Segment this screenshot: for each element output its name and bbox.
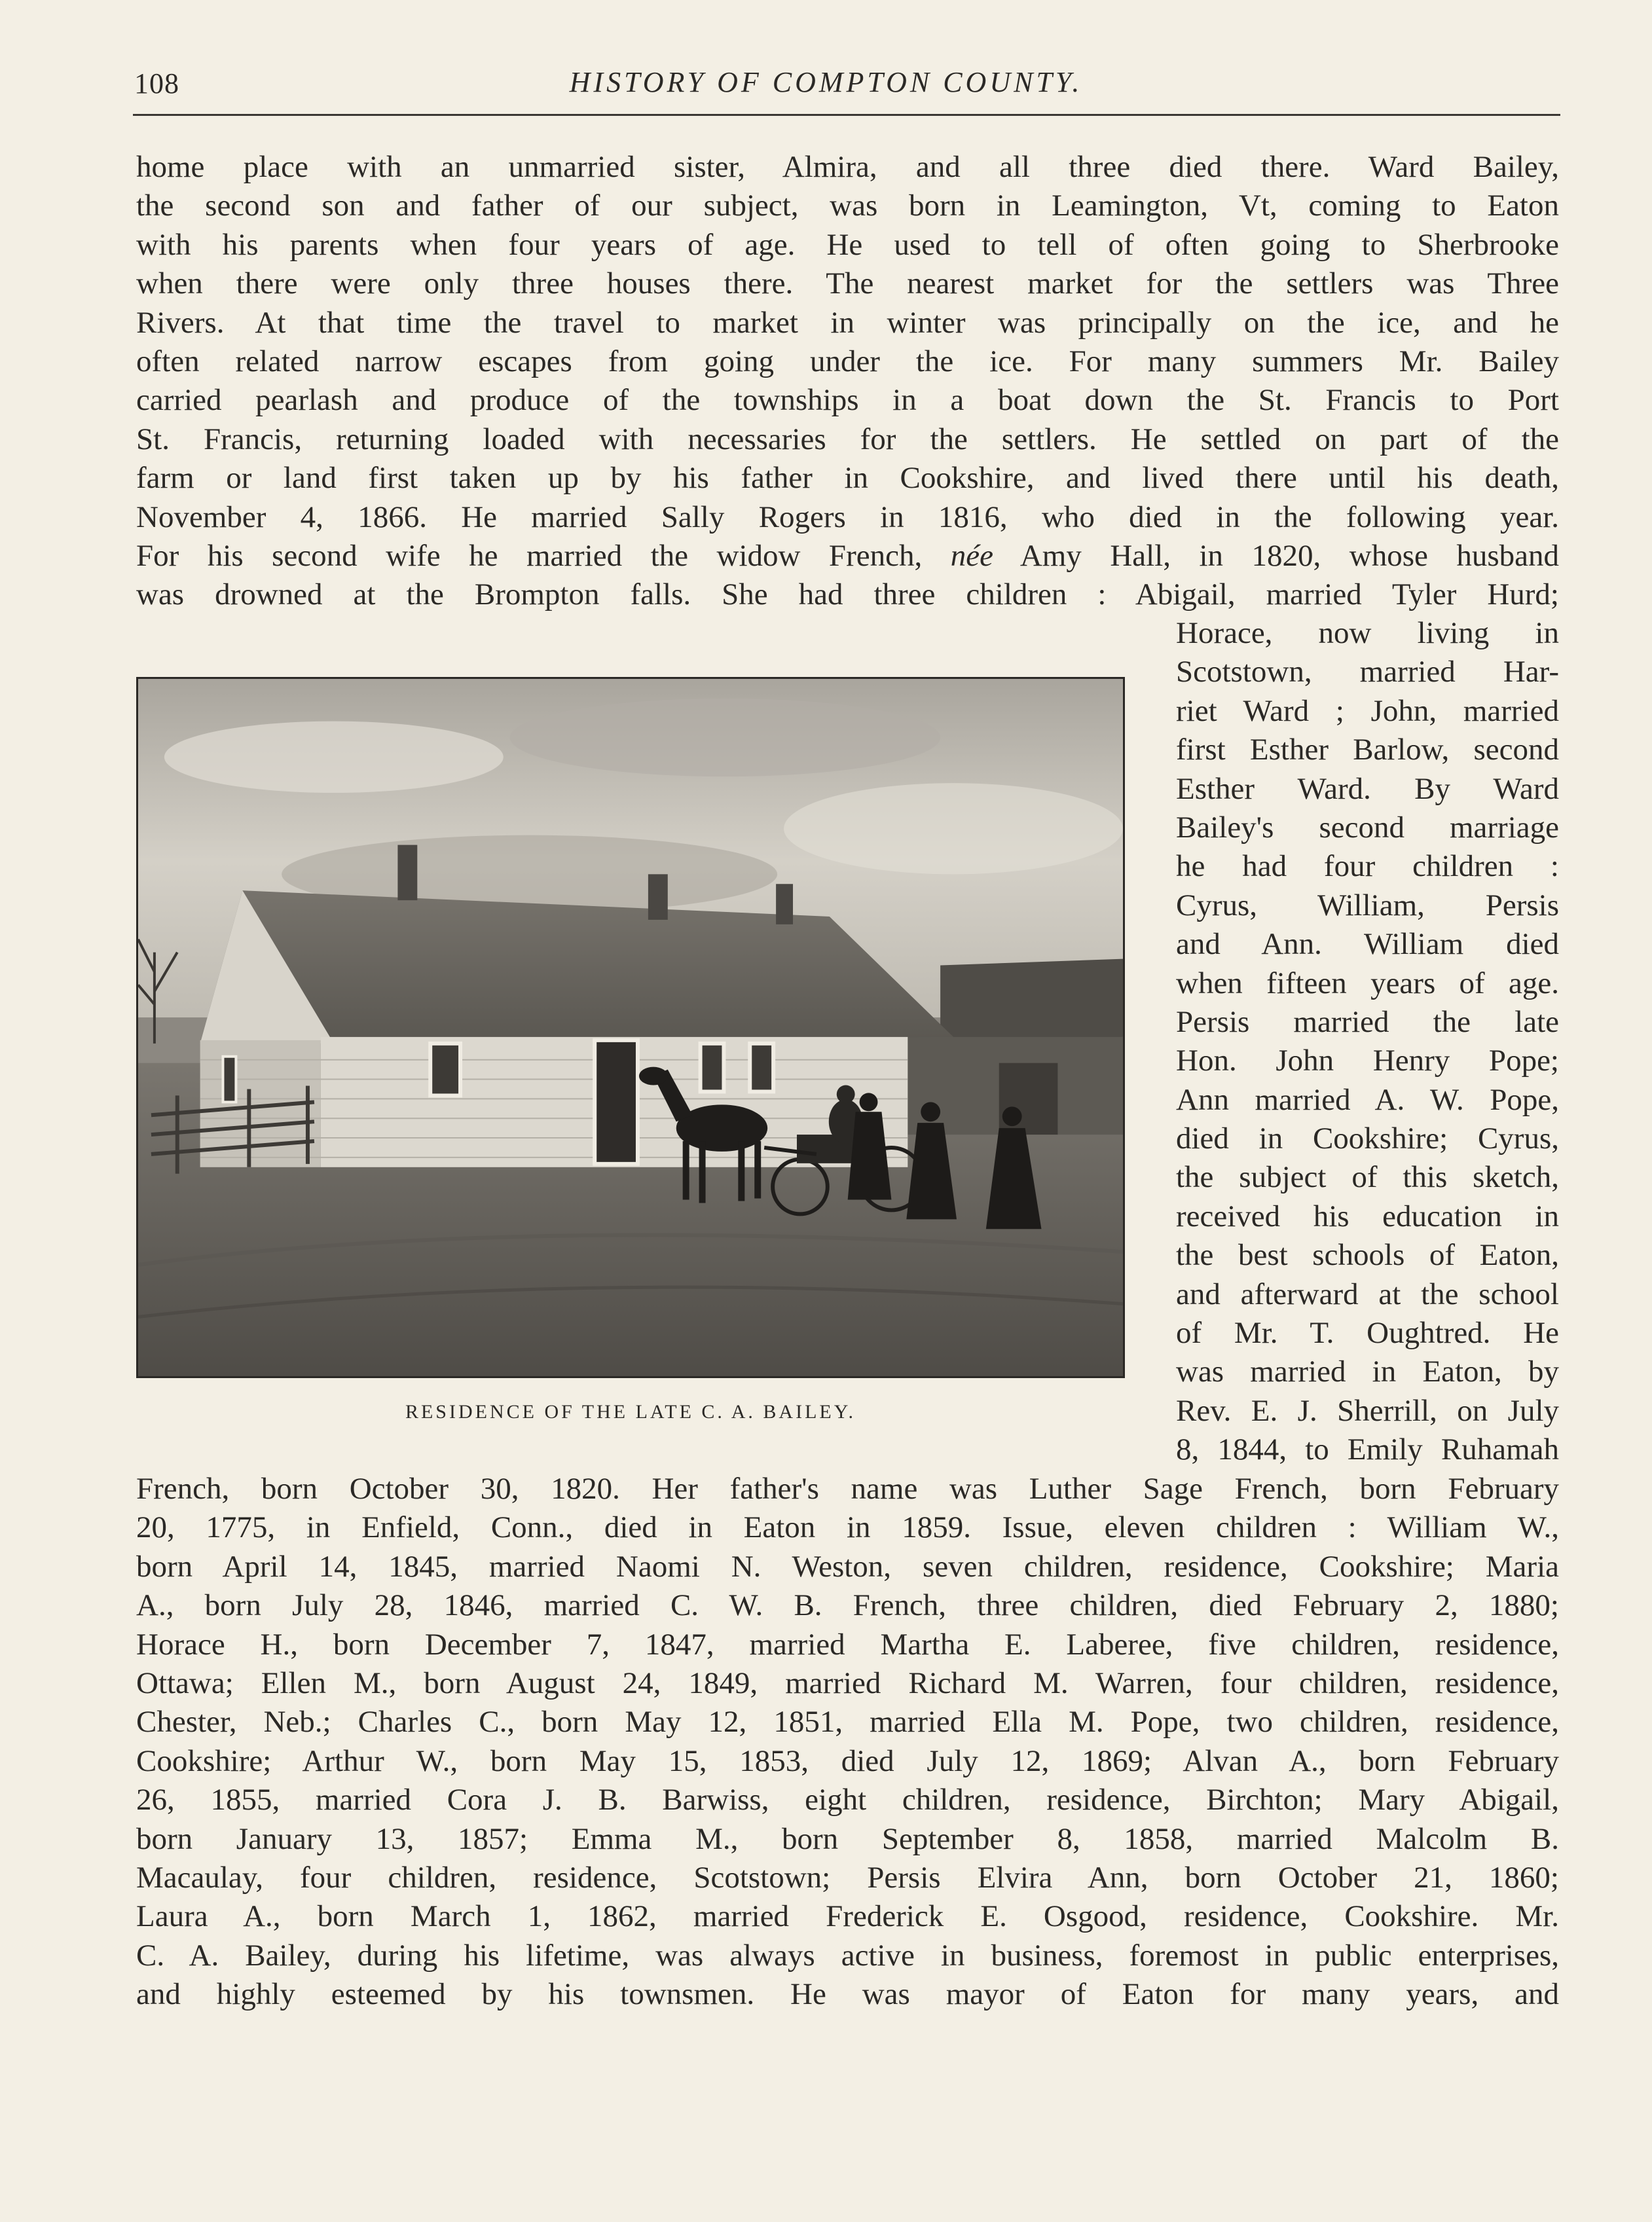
text-line: the subject of this sketch, — [1176, 1160, 1559, 1195]
text-line: 8, 1844, to Emily Ruhamah — [1176, 1432, 1559, 1467]
body-text-bottom — [136, 1470, 1559, 2014]
text-line: Rivers. At that time the travel to market in winter was principally on the ice, and he — [136, 305, 1559, 340]
chimney — [648, 874, 668, 920]
text-line: when there were only three houses there. The nearest market for the settlers was Three — [136, 266, 1559, 301]
text-line: died in Cookshire; Cyrus, — [1176, 1121, 1559, 1156]
chimney — [776, 884, 793, 924]
text-line: first Esther Barlow, second — [1176, 733, 1559, 767]
text-line: often related narrow escapes from going under the ice. For many summers Mr. Bailey — [136, 344, 1559, 378]
text-line: when fifteen years of age. — [1176, 966, 1559, 1000]
text-line: St. Francis, returning loaded with necessaries for the settlers. He settled on part of the — [136, 422, 1559, 456]
text-line: born January 13, 1857; Emma M., born September 8, 1858, married Malcolm B. — [136, 1821, 1559, 1856]
body-text-side — [1176, 614, 1559, 1470]
chimney — [397, 845, 417, 901]
text-line: home place with an unmarried sister, Almira, and all three died there. Ward Bailey, — [136, 150, 1559, 184]
text-line: Chester, Neb.; Charles C., born May 12, 1851, married Ella M. Pope, two children, residence, — [136, 1705, 1559, 1739]
figure-caption: RESIDENCE OF THE LATE C. A. BAILEY. — [405, 1401, 856, 1423]
text-line: Esther Ward. By Ward — [1176, 771, 1559, 806]
text-line: farm or land first taken up by his father in Cookshire, and lived there until his death, — [136, 461, 1559, 496]
text-line: the second son and father of our subject, was born in Leamington, Vt, coming to Eaton — [136, 189, 1559, 223]
text-line: Cookshire; Arthur W., born May 15, 1853, died July 12, 1869; Alvan A., born February — [136, 1743, 1559, 1778]
text-line: Ottawa; Ellen M., born August 24, 1849, married Richard M. Warren, four children, residence, — [136, 1666, 1559, 1700]
text-line: Laura A., born March 1, 1862, married Frederick E. Osgood, residence, Cookshire. Mr. — [136, 1899, 1559, 1934]
text-fragment: For his second wife he married the widow French, — [136, 538, 923, 573]
text-line: 26, 1855, married Cora J. B. Barwiss, eight children, residence, Birchton; Mary Abigail, — [136, 1783, 1559, 1817]
italic-word: née — [950, 538, 993, 573]
text-line: Horace H., born December 7, 1847, married Martha E. Laberee, five children, residence, — [136, 1627, 1559, 1662]
text-line: Horace, now living in — [1176, 616, 1559, 650]
text-line: Cyrus, William, Persis — [1176, 888, 1559, 922]
text-fragment: Amy Hall, in 1820, whose husband — [1019, 538, 1559, 573]
text-line: C. A. Bailey, during his lifetime, was always active in business, foremost in public enterprises, — [136, 1938, 1559, 1973]
photograph-illustration — [138, 679, 1123, 1376]
doorway — [595, 1040, 638, 1164]
text-line: was drowned at the Brompton falls. She had three children : Abigail, married Tyler Hurd; — [136, 577, 1559, 612]
text-line: born April 14, 1845, married Naomi N. Weston, seven children, residence, Cookshire; Maria — [136, 1549, 1559, 1584]
text-line: received his education in — [1176, 1199, 1559, 1233]
text-line: Persis married the late — [1176, 1004, 1559, 1039]
text-line: with his parents when four years of age. He used to tell of often going to Sherbrooke — [136, 227, 1559, 262]
text-line: 20, 1775, in Enfield, Conn., died in Eaton in 1859. Issue, eleven children : William W., — [136, 1510, 1559, 1545]
window — [701, 1044, 724, 1092]
text-line: and highly esteemed by his townsmen. He was mayor of Eaton for many years, and — [136, 1977, 1559, 2012]
text-line: he had four children : — [1176, 849, 1559, 884]
text-line: Hon. John Henry Pope; — [1176, 1044, 1559, 1078]
text-line: was married in Eaton, by — [1176, 1355, 1559, 1389]
residence-photograph — [136, 677, 1125, 1378]
text-line: A., born July 28, 1846, married C. W. B. French, three children, died February 2, 1880; — [136, 1588, 1559, 1623]
text-line: riet Ward ; John, married — [1176, 693, 1559, 728]
running-title: HISTORY OF COMPTON COUNTY. — [569, 66, 1083, 98]
text-line: November 4, 1866. He married Sally Rogers in 1816, who died in the following year. — [136, 500, 1559, 534]
page-number: 108 — [134, 67, 179, 100]
text-line: Bailey's second marriage — [1176, 810, 1559, 845]
window — [750, 1044, 773, 1092]
text-line-nee — [136, 537, 1559, 575]
text-line: Ann married A. W. Pope, — [1176, 1082, 1559, 1117]
text-line: French, born October 30, 1820. Her father's name was Luther Sage French, born February — [136, 1472, 1559, 1506]
body-text-top — [136, 148, 1559, 615]
text-line: Rev. E. J. Sherrill, on July — [1176, 1393, 1559, 1428]
text-line: of Mr. T. Oughtred. He — [1176, 1316, 1559, 1351]
text-line: carried pearlash and produce of the townships in a boat down the St. Francis to Port — [136, 383, 1559, 418]
window — [430, 1044, 460, 1096]
text-line: and Ann. William died — [1176, 927, 1559, 962]
barn-roof — [940, 959, 1123, 1044]
text-line: and afterward at the school — [1176, 1277, 1559, 1311]
text-line: Macaulay, four children, residence, Scotstown; Persis Elvira Ann, born October 21, 1860; — [136, 1860, 1559, 1895]
header-rule — [133, 114, 1560, 116]
text-line: Scotstown, married Har- — [1176, 655, 1559, 689]
text-line: the best schools of Eaton, — [1176, 1238, 1559, 1273]
